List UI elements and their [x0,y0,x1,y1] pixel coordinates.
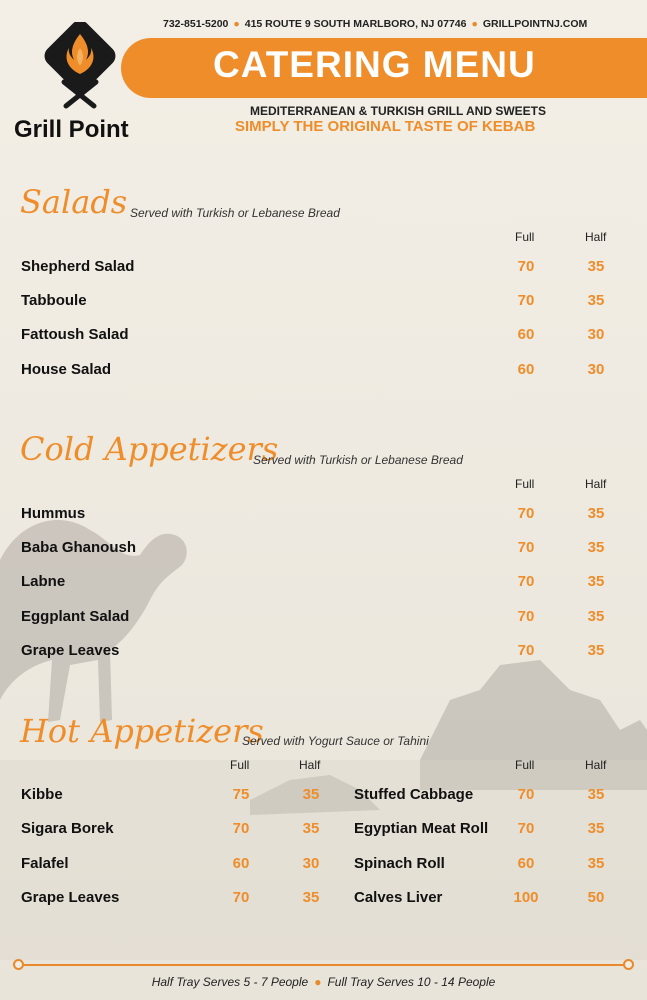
menu-item-price-full: 100 [513,889,539,906]
menu-item-price-half: 35 [587,608,605,625]
menu-item-name: Hummus [21,505,86,522]
column-header-half: Half [299,758,321,772]
menu-item-name: House Salad [21,361,112,378]
menu-item-price-full: 70 [517,573,535,590]
half-tray-note: Half Tray Serves 5 - 7 People [151,975,309,989]
menu-item-price-full: 70 [517,292,535,309]
menu-item-price-full: 75 [232,786,250,803]
menu-item-price-half: 35 [302,786,320,803]
menu-item-name: Baba Ghanoush [21,539,137,556]
address: 415 ROUTE 9 SOUTH MARLBORO, NJ 07746 [244,18,467,30]
menu-item-price-full: 70 [232,889,250,906]
column-header-full: Full [515,758,535,772]
menu-item-price-full: 60 [517,326,535,343]
menu-item-price-full: 60 [232,855,250,872]
section-note-cold-appetizers: Served with Turkish or Lebanese Bread [253,453,463,467]
menu-item-price-half: 35 [302,820,320,837]
menu-item-name: Calves Liver [354,889,443,906]
menu-item-name: Fattoush Salad [21,326,129,343]
menu-item-price-full: 70 [517,539,535,556]
footer-divider [18,964,631,966]
menu-item-price-full: 70 [517,820,535,837]
menu-item-price-full: 70 [517,608,535,625]
menu-item-name: Spinach Roll [354,855,445,872]
menu-item-price-half: 35 [587,539,605,556]
menu-item-price-half: 30 [302,855,320,872]
menu-item-name: Kibbe [21,786,63,803]
menu-item-price-half: 35 [587,642,605,659]
menu-item-price-half: 35 [587,820,605,837]
menu-item-name: Egyptian Meat Roll [354,820,489,837]
menu-item-name: Tabboule [21,292,87,309]
menu-item-price-half: 30 [587,326,605,343]
column-header-full: Full [230,758,250,772]
menu-item-price-half: 35 [587,573,605,590]
menu-item-name: Falafel [21,855,69,872]
menu-item-name: Shepherd Salad [21,258,135,275]
menu-item-name: Grape Leaves [21,889,120,906]
separator-dot: ● [471,18,478,30]
menu-item-name: Labne [21,573,66,590]
menu-item-name: Eggplant Salad [21,608,130,625]
full-tray-note: Full Tray Serves 10 - 14 People [327,975,496,989]
column-header-half: Half [585,230,607,244]
menu-item-price-full: 60 [517,361,535,378]
menu-item-name: Stuffed Cabbage [354,786,474,803]
menu-item-name: Sigara Borek [21,820,114,837]
divider-end-dot [623,959,634,970]
section-note-hot-appetizers: Served with Yogurt Sauce or Tahini [242,734,429,748]
title-banner [121,38,647,98]
website-link[interactable]: GRILLPOINTNJ.COM [482,18,588,30]
menu-item-price-full: 70 [517,786,535,803]
column-header-full: Full [515,230,535,244]
phone-number[interactable]: 732-851-5200 [163,18,229,30]
brand-name: Grill Point [14,116,129,143]
separator-dot: ● [314,975,322,989]
menu-item-price-half: 35 [302,889,320,906]
column-header-full: Full [515,477,535,491]
menu-item-price-half: 35 [587,258,605,275]
menu-item-price-full: 60 [517,855,535,872]
section-note-salads: Served with Turkish or Lebanese Bread [130,206,340,220]
page-title: CATERING MENU [213,44,536,85]
menu-item-price-full: 70 [517,258,535,275]
menu-item-name: Grape Leaves [21,642,120,659]
menu-item-price-half: 35 [587,292,605,309]
grill-point-logo [42,22,118,112]
tagline: SIMPLY THE ORIGINAL TASTE OF KEBAB [235,118,536,135]
menu-item-price-half: 30 [587,361,605,378]
section-title-hot-appetizers: Hot Appetizers [20,712,264,750]
section-title-salads: Salads [20,183,128,221]
column-header-half: Half [585,758,607,772]
menu-item-price-half: 35 [587,505,605,522]
divider-end-dot [13,959,24,970]
menu-item-price-half: 35 [587,855,605,872]
contact-line [163,18,623,30]
subtitle: MEDITERRANEAN & TURKISH GRILL AND SWEETS [250,104,547,118]
column-header-half: Half [585,477,607,491]
menu-item-price-full: 70 [517,505,535,522]
separator-dot: ● [233,18,240,30]
menu-item-price-half: 35 [587,786,605,803]
section-title-cold-appetizers: Cold Appetizers [20,430,279,468]
menu-item-price-half: 50 [587,889,605,906]
menu-item-price-full: 70 [517,642,535,659]
menu-item-price-full: 70 [232,820,250,837]
footer-note [0,975,647,989]
